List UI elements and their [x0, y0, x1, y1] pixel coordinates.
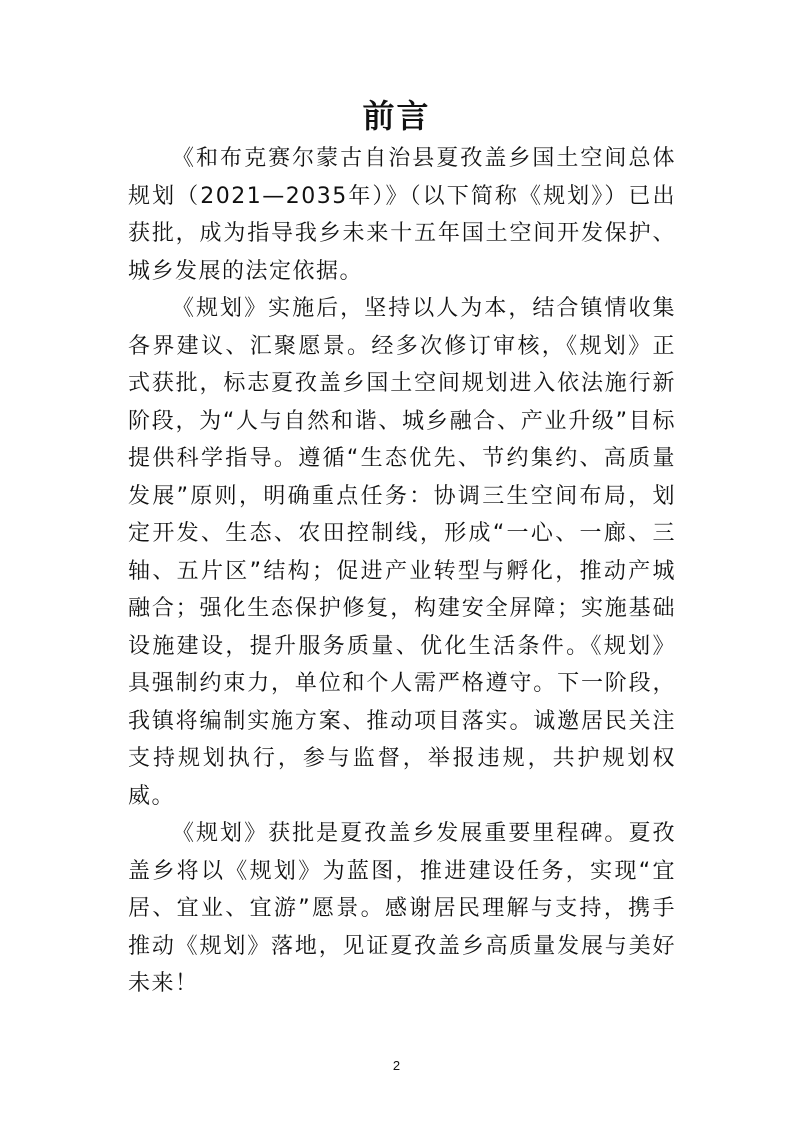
paragraph-intro: 《和布克赛尔蒙古自治县夏孜盖乡国土空间总体规划（2021—2035年）》（以下简称《规划》）已出获批，成为指导我乡未来十五年国土空间开发保护、城乡发展的法定依据。	[128, 146, 676, 284]
paragraph-implementation: 《规划》实施后，坚持以人为本，结合镇情收集各界建议、汇聚愿景。经多次修订审核，《规划》正式获批，标志夏孜盖乡国土空间规划进入依法施行新阶段，为“人与自然和谐、城乡融合、产业升级”目标提供科学指导。遵循“生态优先、节约集约、高质量发展”原则，明确重点任务：协调三生空间布局，划定开发、生态、农田控制线，形成“一心、一廊、三轴、五片区”结构；促进产业转型与孵化，推动产城融合；强化生态保护修复，构建安全屏障；实施基础设施建设，提升服务质量、优化生活条件。《规划》具强制约束力，单位和个人需严格遵守。下一阶段，我镇将编制实施方案、推动项目落实。诚邀居民关注支持规划执行，参与监督，举报违规，共护规划权威。	[128, 296, 676, 809]
page-title: 前言	[362, 97, 431, 135]
document-body	[128, 140, 676, 1003]
page-number: 2	[392, 1058, 401, 1073]
paragraph-conclusion: 《规划》获批是夏孜盖乡发展重要里程碑。夏孜盖乡将以《规划》为蓝图，推进建设任务，实现“宜居、宜业、宜游”愿景。感谢居民理解与支持，携手推动《规划》落地，见证夏孜盖乡高质量发展与美好未来！	[128, 821, 676, 996]
